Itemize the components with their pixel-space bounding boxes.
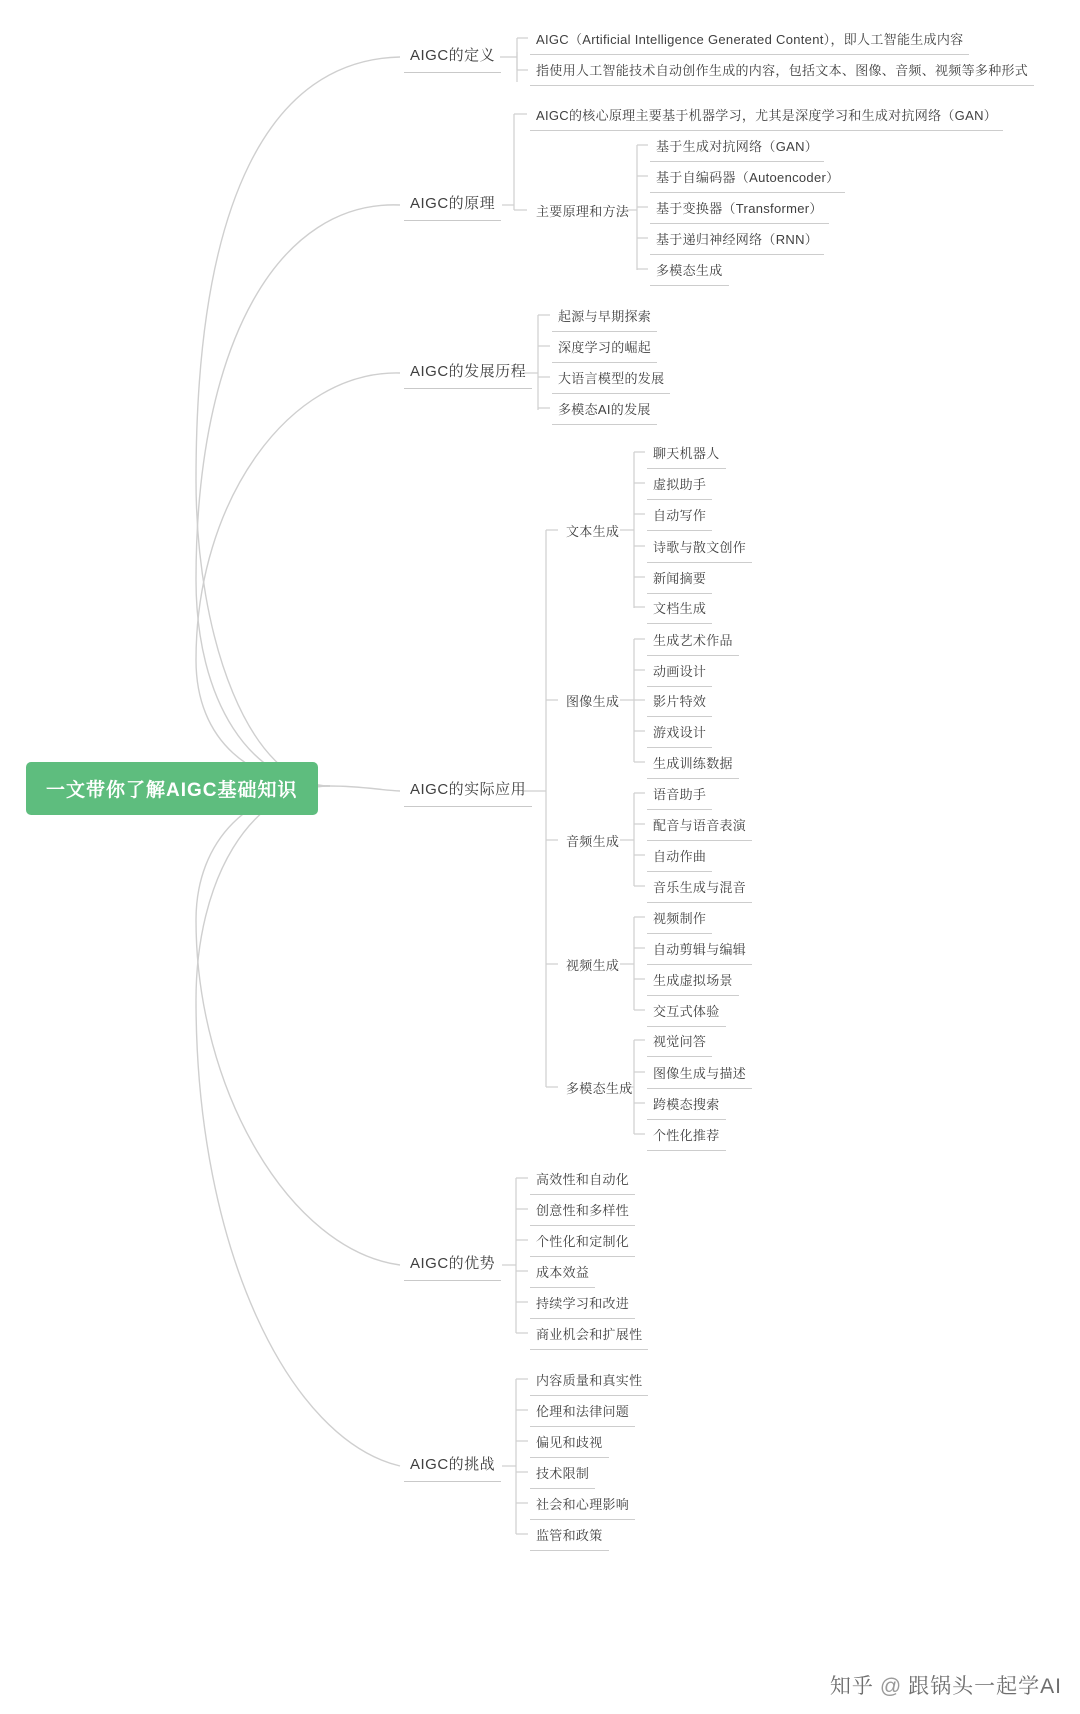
- watermark: [830, 1670, 1062, 1700]
- leaf-node[interactable]: 多模态AI的发展: [552, 394, 657, 425]
- group-node-video-generation[interactable]: 视频生成: [566, 958, 620, 973]
- leaf-node[interactable]: 伦理和法律问题: [530, 1396, 635, 1427]
- leaf-node[interactable]: 商业机会和扩展性: [530, 1319, 648, 1350]
- branch-node-challenges[interactable]: AIGC的挑战: [404, 1447, 501, 1482]
- branch-node-principle[interactable]: AIGC的原理: [404, 186, 501, 221]
- leaf-node[interactable]: 内容质量和真实性: [530, 1365, 648, 1396]
- leaf-node[interactable]: 影片特效: [647, 686, 712, 717]
- leaf-node[interactable]: 交互式体验: [647, 996, 726, 1027]
- leaf-node[interactable]: 基于生成对抗网络（GAN）: [650, 131, 824, 162]
- leaf-node[interactable]: 聊天机器人: [647, 438, 726, 469]
- leaf-node[interactable]: 自动写作: [647, 500, 712, 531]
- leaf-node[interactable]: 生成虚拟场景: [647, 965, 739, 996]
- watermark-author: 跟锅头一起学AI: [908, 1675, 1062, 1698]
- group-node-image-generation[interactable]: 图像生成: [566, 694, 620, 709]
- leaf-node[interactable]: 基于自编码器（Autoencoder）: [650, 162, 845, 193]
- leaf-node[interactable]: 自动作曲: [647, 841, 712, 872]
- leaf-node[interactable]: 诗歌与散文创作: [647, 532, 752, 563]
- leaf-node[interactable]: 监管和政策: [530, 1520, 609, 1551]
- mindmap-root-node[interactable]: 一文带你了解AIGC基础知识: [26, 762, 318, 815]
- leaf-node[interactable]: 语音助手: [647, 779, 712, 810]
- leaf-node[interactable]: 大语言模型的发展: [552, 363, 670, 394]
- leaf-node[interactable]: 个性化和定制化: [530, 1226, 635, 1257]
- group-node-audio-generation[interactable]: 音频生成: [566, 834, 620, 849]
- leaf-node[interactable]: 配音与语音表演: [647, 810, 752, 841]
- branch-node-advantages[interactable]: AIGC的优势: [404, 1246, 501, 1281]
- branch-node-history[interactable]: AIGC的发展历程: [404, 354, 532, 389]
- leaf-node[interactable]: 图像生成与描述: [647, 1058, 752, 1089]
- leaf-node[interactable]: 技术限制: [530, 1458, 595, 1489]
- leaf-node[interactable]: 游戏设计: [647, 717, 712, 748]
- leaf-node[interactable]: 偏见和歧视: [530, 1427, 609, 1458]
- leaf-node[interactable]: 新闻摘要: [647, 563, 712, 594]
- group-node-multimodal-generation[interactable]: 多模态生成: [566, 1081, 633, 1096]
- leaf-node[interactable]: 虚拟助手: [647, 469, 712, 500]
- branch-node-applications[interactable]: AIGC的实际应用: [404, 772, 532, 807]
- leaf-node[interactable]: 深度学习的崛起: [552, 332, 657, 363]
- group-node-text-generation[interactable]: 文本生成: [566, 524, 620, 539]
- leaf-node[interactable]: 成本效益: [530, 1257, 595, 1288]
- leaf-node[interactable]: 基于变换器（Transformer）: [650, 193, 829, 224]
- leaf-node[interactable]: 创意性和多样性: [530, 1195, 635, 1226]
- leaf-node[interactable]: 视觉问答: [647, 1026, 712, 1057]
- group-node-principle-methods[interactable]: 主要原理和方法: [536, 204, 630, 219]
- leaf-node[interactable]: 基于递归神经网络（RNN）: [650, 224, 824, 255]
- leaf-node[interactable]: 文档生成: [647, 593, 712, 624]
- branch-node-definition[interactable]: AIGC的定义: [404, 38, 501, 73]
- watermark-separator: @: [879, 1675, 903, 1698]
- leaf-node[interactable]: AIGC（Artificial Intelligence Generated Content），即人工智能生成内容: [530, 24, 969, 55]
- leaf-node[interactable]: 自动剪辑与编辑: [647, 934, 752, 965]
- leaf-node[interactable]: 跨模态搜索: [647, 1089, 726, 1120]
- leaf-node[interactable]: 音乐生成与混音: [647, 872, 752, 903]
- leaf-node[interactable]: 高效性和自动化: [530, 1164, 635, 1195]
- leaf-node[interactable]: 持续学习和改进: [530, 1288, 635, 1319]
- leaf-node[interactable]: 生成艺术作品: [647, 625, 739, 656]
- leaf-node[interactable]: 生成训练数据: [647, 748, 739, 779]
- leaf-node[interactable]: 起源与早期探索: [552, 301, 657, 332]
- leaf-node[interactable]: 指使用人工智能技术自动创作生成的内容，包括文本、图像、音频、视频等多种形式: [530, 55, 1034, 86]
- watermark-site: 知乎: [829, 1675, 874, 1698]
- leaf-node[interactable]: 视频制作: [647, 903, 712, 934]
- leaf-node[interactable]: AIGC的核心原理主要基于机器学习，尤其是深度学习和生成对抗网络（GAN）: [530, 100, 1003, 131]
- leaf-node[interactable]: 个性化推荐: [647, 1120, 726, 1151]
- leaf-node[interactable]: 多模态生成: [650, 255, 729, 286]
- leaf-node[interactable]: 动画设计: [647, 656, 712, 687]
- leaf-node[interactable]: 社会和心理影响: [530, 1489, 635, 1520]
